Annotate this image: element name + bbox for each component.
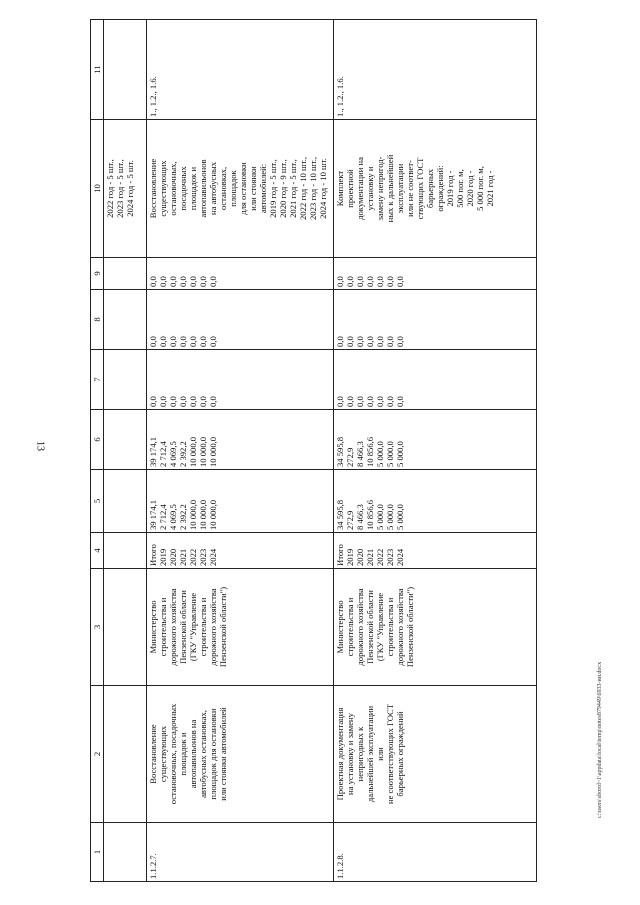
cell-line: 2023 год - 10 шт., bbox=[308, 157, 318, 220]
cell-line: 5 000 пог. м, bbox=[475, 166, 485, 211]
cell-line: Проектная документация bbox=[335, 707, 345, 801]
value-column-5 bbox=[334, 470, 537, 533]
cell-line: барьерных bbox=[425, 168, 435, 209]
cell-line: 2023 год - 5 шт., bbox=[115, 159, 125, 218]
continuation-result-cell bbox=[104, 120, 147, 258]
cell-line: 0,0 bbox=[335, 396, 345, 407]
cell-line: существующих bbox=[158, 160, 168, 217]
col-number: 3 bbox=[91, 569, 104, 686]
cell-line: дальнейшей эксплуатации bbox=[365, 705, 375, 803]
cell-line: площадок и bbox=[178, 732, 188, 776]
cell-line: 10 856,6 bbox=[365, 436, 375, 467]
cell-line: 0,0 bbox=[148, 276, 158, 287]
cell-line: 2 712,4 bbox=[158, 504, 168, 530]
cell-line: 2022 год - 5 шт., bbox=[105, 159, 115, 218]
col-number: 8 bbox=[91, 290, 104, 350]
cell-line: 0,0 bbox=[365, 336, 375, 347]
cell-line: 10 000,0 bbox=[208, 436, 218, 467]
cell-line: (ГКУ "Управление bbox=[375, 592, 385, 662]
cell-line: Пензенской области bbox=[178, 590, 188, 664]
page-number: 13 bbox=[34, 441, 46, 451]
cell-line: или стоянки bbox=[248, 166, 258, 211]
cell-line: 2 392,2 bbox=[178, 504, 188, 530]
cell-line: площадок bbox=[228, 170, 238, 207]
cell-line: 2019 bbox=[345, 548, 355, 566]
cell-line: 2019 год - bbox=[445, 170, 455, 207]
cell-line: 0,0 bbox=[335, 276, 345, 287]
cell-line: 4 069,5 bbox=[168, 504, 178, 530]
cell-line: ограждений: bbox=[435, 165, 445, 212]
cell-line: 0,0 bbox=[375, 336, 385, 347]
cell-line: 0,0 bbox=[345, 336, 355, 347]
col-number: 4 bbox=[91, 533, 104, 569]
cell-line: 0,0 bbox=[188, 336, 198, 347]
indicator-refs: 1., 1.2., 1.6. bbox=[147, 20, 334, 120]
column-number-row bbox=[91, 20, 104, 882]
cell-line: для остановки bbox=[238, 162, 248, 215]
item-name bbox=[147, 686, 334, 823]
years bbox=[147, 533, 334, 569]
cell-line: непригодных к bbox=[355, 726, 365, 782]
cell-line: 10 000,0 bbox=[198, 436, 208, 467]
cell-line: 0,0 bbox=[178, 276, 188, 287]
cell-line: 2019 год - 5 шт., bbox=[268, 159, 278, 218]
cell-line: 2024 год - 5 шт. bbox=[125, 160, 135, 217]
cell-line: 2022 год - 10 шт., bbox=[298, 157, 308, 220]
cell-line: Комплект bbox=[335, 170, 345, 207]
cell-line: 2021 bbox=[365, 548, 375, 566]
cell-line: 39 174,1 bbox=[148, 436, 158, 467]
cell-line: остановочных, bbox=[168, 161, 178, 216]
cell-line: дорожного хозяйства bbox=[395, 588, 405, 666]
cell-line: 8 466,3 bbox=[355, 504, 365, 530]
cell-line: 34 595,8 bbox=[335, 436, 345, 467]
col-number: 9 bbox=[91, 258, 104, 290]
cell-line: 0,0 bbox=[188, 276, 198, 287]
cell-line: Восстановление bbox=[148, 158, 158, 219]
item-name bbox=[334, 686, 537, 823]
cell-line: 2023 bbox=[385, 548, 395, 566]
value-column-6 bbox=[334, 410, 537, 470]
cell-line: 0,0 bbox=[345, 276, 355, 287]
continuation-row bbox=[104, 20, 147, 882]
cell-line: 0,0 bbox=[168, 336, 178, 347]
cell-line: 0,0 bbox=[158, 396, 168, 407]
cell-line: (ГКУ "Управление bbox=[188, 592, 198, 662]
cell-line: 0,0 bbox=[395, 336, 405, 347]
expected-result bbox=[147, 120, 334, 258]
cell-line: 0,0 bbox=[355, 276, 365, 287]
cell-line: замену непригод- bbox=[375, 156, 385, 221]
col-number: 7 bbox=[91, 350, 104, 410]
program-table bbox=[90, 19, 537, 882]
cell-line: 0,0 bbox=[385, 336, 395, 347]
cell-line: 500 пог. м, bbox=[455, 169, 465, 208]
cell-line: 0,0 bbox=[178, 336, 188, 347]
cell-line: 2021 год - bbox=[485, 170, 495, 207]
cell-line: 272,9 bbox=[345, 447, 355, 467]
cell-line: 0,0 bbox=[385, 396, 395, 407]
cell-line: 0,0 bbox=[365, 396, 375, 407]
cell-line: строительства и bbox=[158, 597, 168, 657]
cell-line: проектной bbox=[345, 169, 355, 208]
cell-line: или bbox=[375, 747, 385, 761]
cell-line: или не соответ- bbox=[405, 160, 415, 217]
cell-line: 0,0 bbox=[365, 276, 375, 287]
cell-line: 0,0 bbox=[208, 336, 218, 347]
expected-result bbox=[334, 120, 537, 258]
cell-line: установку и bbox=[365, 166, 375, 211]
cell-line: 0,0 bbox=[208, 276, 218, 287]
cell-line: 0,0 bbox=[188, 396, 198, 407]
item-code: 1.1.2.8. bbox=[334, 823, 537, 882]
cell-line: автопавильонов bbox=[198, 159, 208, 218]
cell-line: 2021 год - 5 шт., bbox=[288, 159, 298, 218]
cell-line: остановочных, посадочных bbox=[168, 703, 178, 805]
cell-line: 0,0 bbox=[375, 276, 385, 287]
cell-line: 0,0 bbox=[178, 396, 188, 407]
cell-line: или стоянки автомобилей bbox=[218, 707, 228, 801]
cell-line: дорожного хозяйства bbox=[168, 588, 178, 666]
cell-line: 2022 bbox=[375, 548, 385, 566]
cell-line: 0,0 bbox=[355, 396, 365, 407]
cell-line: 0,0 bbox=[148, 396, 158, 407]
cell-line: 2022 bbox=[188, 548, 198, 566]
cell-line: 2020 bbox=[355, 548, 365, 566]
cell-line: Пензенской области") bbox=[405, 586, 415, 668]
cell-line: 4 069,5 bbox=[168, 441, 178, 467]
cell-line: Итого bbox=[148, 544, 158, 566]
cell-line: 10 000,0 bbox=[188, 436, 198, 467]
cell-line: строительства и bbox=[345, 597, 355, 657]
cell-line: 0,0 bbox=[158, 336, 168, 347]
cell-line: 2024 год - 10 шт. bbox=[318, 158, 328, 219]
col-number: 10 bbox=[91, 120, 104, 258]
value-column-8 bbox=[147, 290, 334, 350]
cell-line: посадочных bbox=[178, 166, 188, 211]
cell-line: 0,0 bbox=[395, 276, 405, 287]
cell-line: остановках, bbox=[218, 166, 228, 211]
cell-line: на автобусных bbox=[208, 162, 218, 215]
cell-line: Итого bbox=[335, 544, 345, 566]
table-row bbox=[147, 20, 334, 882]
cell-line: существующих bbox=[158, 725, 168, 783]
cell-line: 2020 год - bbox=[465, 170, 475, 207]
cell-line: 10 000,0 bbox=[188, 499, 198, 530]
cell-line: на установку и замену bbox=[345, 713, 355, 795]
cell-line: 2 392,2 bbox=[178, 441, 188, 467]
rotated-table-area bbox=[90, 20, 605, 882]
cell-line: 2024 bbox=[395, 548, 405, 566]
cell-line: автобусных остановках, bbox=[198, 710, 208, 798]
cell-line: Восстановление bbox=[148, 724, 158, 784]
cell-line: Пензенской области bbox=[365, 590, 375, 664]
cell-line: эксплуатации bbox=[395, 163, 405, 214]
cell-line: 2020 bbox=[168, 548, 178, 566]
cell-line: 34 595,8 bbox=[335, 499, 345, 530]
value-column-9 bbox=[147, 258, 334, 290]
value-column-8 bbox=[334, 290, 537, 350]
cell-line: 272,9 bbox=[345, 510, 355, 530]
cell-line: дорожного хозяйства bbox=[208, 588, 218, 666]
indicator-refs: 1., 1.2., 1.6. bbox=[334, 20, 537, 120]
cell-line: 0,0 bbox=[335, 336, 345, 347]
cell-line: 0,0 bbox=[395, 396, 405, 407]
cell-line: 0,0 bbox=[198, 276, 208, 287]
cell-line: 2020 год - 9 шт., bbox=[278, 159, 288, 218]
cell-line: 2 712,4 bbox=[158, 441, 168, 467]
cell-line: 5 000,0 bbox=[395, 441, 405, 467]
cell-line: автопавильонов на bbox=[188, 719, 198, 789]
cell-line: площадок и bbox=[188, 166, 198, 211]
cell-line: 0,0 bbox=[198, 396, 208, 407]
cell-line: 2023 bbox=[198, 548, 208, 566]
cell-line: 39 174,1 bbox=[148, 499, 158, 530]
cell-line: площадок для остановки bbox=[208, 708, 218, 800]
cell-line: 0,0 bbox=[375, 396, 385, 407]
cell-line: 0,0 bbox=[148, 336, 158, 347]
cell-line: 10 856,6 bbox=[365, 499, 375, 530]
cell-line: Пензенской области") bbox=[218, 586, 228, 668]
cell-line: автомобилей: bbox=[258, 163, 268, 214]
col-number: 5 bbox=[91, 470, 104, 533]
value-column-9 bbox=[334, 258, 537, 290]
col-number: 11 bbox=[91, 20, 104, 120]
cell-line: 0,0 bbox=[355, 336, 365, 347]
executor bbox=[334, 569, 537, 686]
col-number: 1 bbox=[91, 823, 104, 882]
value-column-5 bbox=[147, 470, 334, 533]
cell-line: 0,0 bbox=[208, 396, 218, 407]
value-column-6 bbox=[147, 410, 334, 470]
cell-line: 2019 bbox=[158, 548, 168, 566]
file-path-footer: c:\users\sborol~1\appdata\local\temp\notes879449\6933-ии.docx bbox=[597, 661, 603, 819]
cell-line: 10 000,0 bbox=[198, 499, 208, 530]
value-column-7 bbox=[147, 350, 334, 410]
table-row bbox=[334, 20, 537, 882]
cell-line: 5 000,0 bbox=[395, 504, 405, 530]
cell-line: 8 466,3 bbox=[355, 441, 365, 467]
cell-line: ствующих ГОСТ bbox=[415, 157, 425, 220]
col-number: 2 bbox=[91, 686, 104, 823]
cell-line: 2024 bbox=[208, 548, 218, 566]
cell-line: Министерство bbox=[148, 600, 158, 654]
item-code: 1.1.2.7. bbox=[147, 823, 334, 882]
cell-line: 10 000,0 bbox=[208, 499, 218, 530]
executor bbox=[147, 569, 334, 686]
cell-line: не соответствующих ГОСТ bbox=[385, 703, 395, 805]
cell-line: строительства и bbox=[385, 597, 395, 657]
cell-line: 2021 bbox=[178, 548, 188, 566]
cell-line: 0,0 bbox=[385, 276, 395, 287]
cell-line: документации на bbox=[355, 157, 365, 220]
cell-line: 0,0 bbox=[198, 336, 208, 347]
cell-line: 0,0 bbox=[168, 396, 178, 407]
cell-line: строительства и bbox=[198, 597, 208, 657]
cell-line: 0,0 bbox=[158, 276, 168, 287]
cell-line: 5 000,0 bbox=[385, 504, 395, 530]
cell-line: ных к дальнейшей bbox=[385, 154, 395, 223]
cell-line: 5 000,0 bbox=[375, 504, 385, 530]
cell-line: 5 000,0 bbox=[385, 441, 395, 467]
years bbox=[334, 533, 537, 569]
value-column-7 bbox=[334, 350, 537, 410]
cell-line: 5 000,0 bbox=[375, 441, 385, 467]
cell-line: 0,0 bbox=[168, 276, 178, 287]
cell-line: дорожного хозяйства bbox=[355, 588, 365, 666]
col-number: 6 bbox=[91, 410, 104, 470]
cell-line: Министерство bbox=[335, 600, 345, 654]
cell-line: барьерных ограждений bbox=[395, 711, 405, 797]
cell-line: 0,0 bbox=[345, 396, 355, 407]
